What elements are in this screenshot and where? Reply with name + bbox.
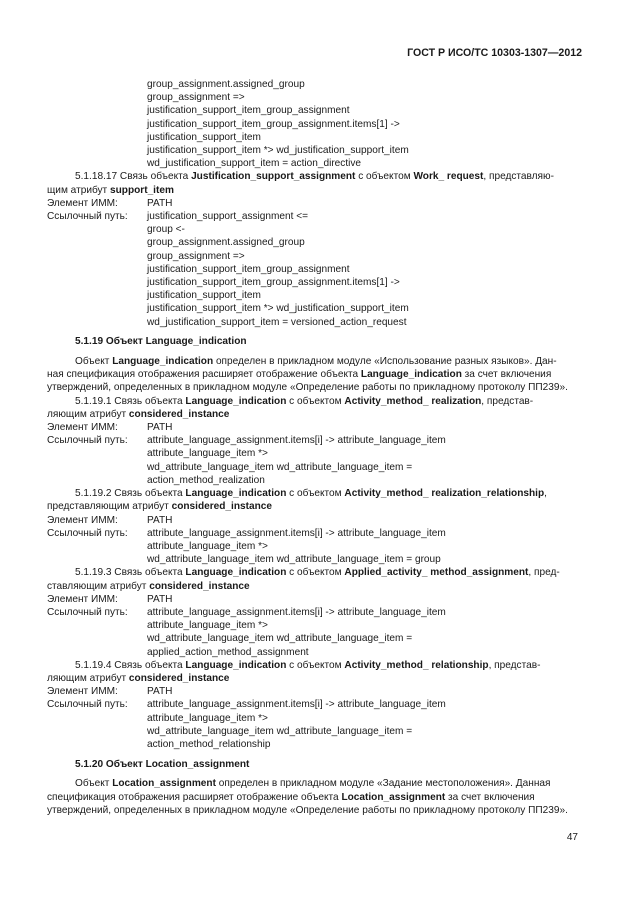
element-value: PATH [147, 514, 173, 526]
path-line: wd_justification_support_item = versioned_action_request [147, 316, 407, 328]
path-line: justification_support_item_group_assignment.items[1] -> [147, 277, 400, 289]
ref-path-row [47, 606, 584, 619]
path-line: attribute_language_assignment.items[i] -> attribute_language_item [147, 606, 446, 618]
section-5-1-18-17 [47, 170, 584, 328]
element-label: Элемент ИММ: [47, 593, 118, 605]
path-line: justification_support_item [147, 290, 261, 302]
element-value: PATH [147, 197, 173, 209]
ref-path-label: Ссылочный путь: [47, 527, 128, 539]
path-line: justification_support_item_group_assignment [147, 263, 350, 275]
element-value: PATH [147, 422, 173, 434]
path-line: group_assignment => [147, 250, 245, 262]
element-row [47, 197, 584, 210]
path-line: justification_support_item_group_assignment.items[1] -> [147, 118, 400, 130]
path-line: attribute_language_assignment.items[i] -> attribute_language_item [147, 435, 446, 447]
ref-path-label: Ссылочный путь: [47, 435, 128, 447]
ref-path-row [47, 210, 584, 223]
clause-title-cont: ставляющим атрибут considered_instance [47, 580, 250, 592]
path-line: applied_action_method_assignment [147, 646, 309, 658]
path-line: attribute_language_assignment.items[i] -> attribute_language_item [147, 699, 446, 711]
section-5-1-19-4 [47, 659, 584, 751]
section-5-1-19-2 [47, 487, 584, 566]
ref-path-label: Ссылочный путь: [47, 211, 128, 223]
path-line: justification_support_item *> wd_justification_support_item [147, 145, 409, 157]
ref-path-row [47, 527, 584, 540]
element-row [47, 685, 584, 698]
path-line: justification_support_item_group_assignment [147, 105, 350, 117]
path-line: attribute_language_assignment.items[i] -> attribute_language_item [147, 527, 446, 539]
clause-title: 5.1.18.17 Связь объекта Justification_support_assignment с объектом Work_ request, представляю- [75, 171, 554, 183]
section-heading-5-1-20: 5.1.20 Объект Location_assignment [75, 758, 250, 770]
page-body [47, 78, 584, 817]
page-number: 47 [566, 832, 578, 843]
path-line: wd_justification_support_item = action_directive [147, 158, 362, 170]
section-heading-5-1-19: 5.1.19 Объект Language_indication [75, 336, 247, 348]
clause-title: 5.1.19.3 Связь объекта Language_indication с объектом Applied_activity_ method_assignment, пред- [75, 567, 560, 579]
clause-title: 5.1.19.2 Связь объекта Language_indication с объектом Activity_method_ realization_relationship, [75, 488, 547, 500]
element-label: Элемент ИММ: [47, 197, 118, 209]
path-line: justification_support_assignment <= [147, 211, 309, 223]
path-line: group_assignment.assigned_group [147, 79, 305, 90]
element-value: PATH [147, 593, 173, 605]
section-5-1-19-1 [47, 395, 584, 487]
path-line: wd_attribute_language_item wd_attribute_language_item = [147, 461, 413, 473]
path-line: wd_attribute_language_item wd_attribute_language_item = [147, 633, 413, 645]
path-line: action_method_relationship [147, 738, 271, 750]
path-line: attribute_language_item *> [147, 540, 268, 552]
clause-title-cont: ляющим атрибут considered_instance [47, 408, 230, 420]
path-line: attribute_language_item *> [147, 620, 268, 632]
path-line: wd_attribute_language_item wd_attribute_language_item = group [147, 554, 441, 566]
element-value: PATH [147, 686, 173, 698]
path-line: wd_attribute_language_item wd_attribute_language_item = [147, 725, 413, 737]
ref-path-row [47, 434, 584, 447]
ref-path-row [47, 698, 584, 711]
path-continuation [47, 78, 584, 170]
clause-title-cont: щим атрибут support_item [47, 184, 174, 196]
clause-title: 5.1.19.1 Связь объекта Language_indication с объектом Activity_method_ realization, представ- [75, 395, 534, 407]
element-row [47, 593, 584, 606]
path-line: group <- [147, 224, 185, 236]
section-5-1-19-3 [47, 566, 584, 658]
path-line: justification_support_item [147, 131, 261, 143]
ref-path-label: Ссылочный путь: [47, 699, 128, 711]
element-row [47, 514, 584, 527]
path-line: attribute_language_item *> [147, 712, 268, 724]
clause-title-cont: представляющим атрибут considered_instance [47, 501, 272, 513]
element-label: Элемент ИММ: [47, 686, 118, 698]
element-label: Элемент ИММ: [47, 422, 118, 434]
clause-title: 5.1.19.4 Связь объекта Language_indication с объектом Activity_method_ relationship, представ- [75, 659, 541, 671]
paragraph-5-1-20: Объект Location_assignment определен в прикладном модуле «Задание местоположения». Данная спецификация отображения расширяет отображение объекта Location_assignment за счет включения утверждений, определенных в прикладном модуле «Определение работы по прикладному протоколу ПП239». [47, 778, 568, 816]
element-row [47, 421, 584, 434]
ref-path-label: Ссылочный путь: [47, 606, 128, 618]
path-line: action_method_realization [147, 474, 265, 486]
path-line: group_assignment.assigned_group [147, 237, 305, 249]
path-line: group_assignment => [147, 92, 245, 104]
path-line: justification_support_item *> wd_justification_support_item [147, 303, 409, 315]
clause-title-cont: ляющим атрибут considered_instance [47, 672, 230, 684]
path-line: attribute_language_item *> [147, 448, 268, 460]
running-header: ГОСТ Р ИСО/ТС 10303-1307—2012 [407, 47, 582, 59]
paragraph-5-1-19: Объект Language_indication определен в прикладном модуле «Использование разных языков». Дан- ная спецификация отображения расширяет отображение объекта Language_indication за счет включения утверждений, определенных в прикладном модуле «Определение работы по прикладному протоколу ПП239». [47, 356, 568, 394]
element-label: Элемент ИММ: [47, 514, 118, 526]
